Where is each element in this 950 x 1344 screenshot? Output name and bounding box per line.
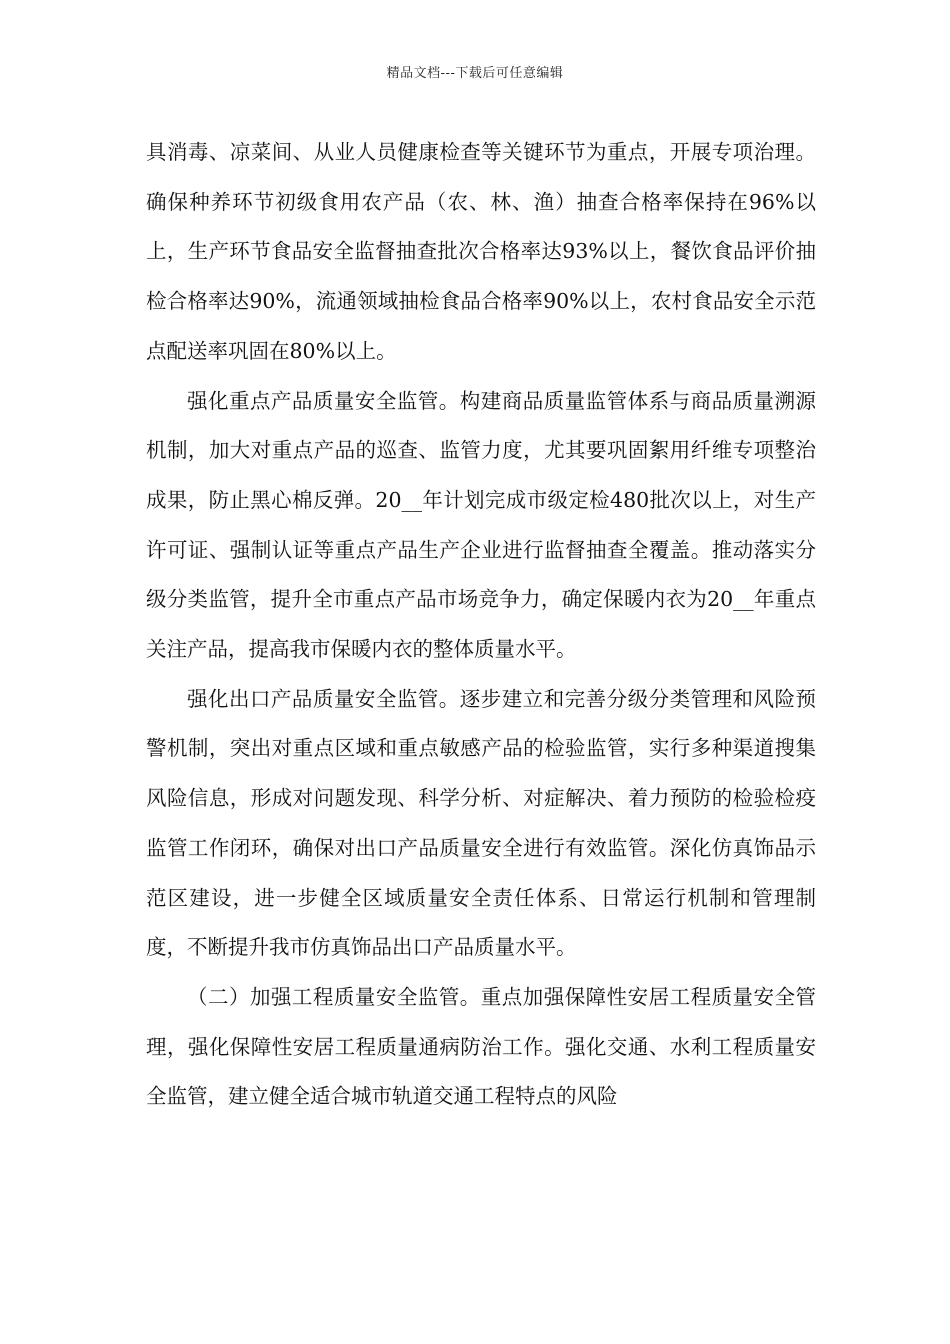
page-header: 精品文档---下载后可任意编辑 [386,66,564,81]
paragraph-4: （二）加强工程质量安全监管。重点加强保障性安居工程质量安全管理，强化保障性安居工程质量通病防治工作。强化交通、水利工程质量安全监管，建立健全适合城市轨道交通工程特点的风险 [146,984,816,1109]
document-body [146,128,816,1122]
paragraph-1: 具消毒、凉菜间、从业人员健康检查等关键环节为重点，开展专项治理。确保种养环节初级食用农产品（农、林、渔）抽查合格率保持在96%以上，生产环节食品安全监督抽查批次合格率达93%以上，餐饮食品评价抽检合格率达90%，流通领域抽检食品合格率90%以上，农村食品安全示范点配送率巩固在80%以上。 [146,140,816,363]
paragraph-3: 强化出口产品质量安全监管。逐步建立和完善分级分类管理和风险预警机制，突出对重点区域和重点敏感产品的检验监管，实行多种渠道搜集风险信息，形成对问题发现、科学分析、对症解决、着力预防的检验检疫监管工作闭环，确保对出口产品质量安全进行有效监管。深化仿真饰品示范区建设，进一步健全区域质量安全责任体系、日常运行机制和管理制度，不断提升我市仿真饰品出口产品质量水平。 [146,686,816,960]
paragraph-2: 强化重点产品质量安全监管。构建商品质量监管体系与商品质量溯源机制，加大对重点产品的巡查、监管力度，尤其要巩固絮用纤维专项整治成果，防止黑心棉反弹。20__年计划完成市级定检480批次以上，对生产许可证、强制认证等重点产品生产企业进行监督抽查全覆盖。推动落实分级分类监管，提升全市重点产品市场竞争力，确定保暖内衣为20__年重点关注产品，提高我市保暖内衣的整体质量水平。 [146,388,816,662]
